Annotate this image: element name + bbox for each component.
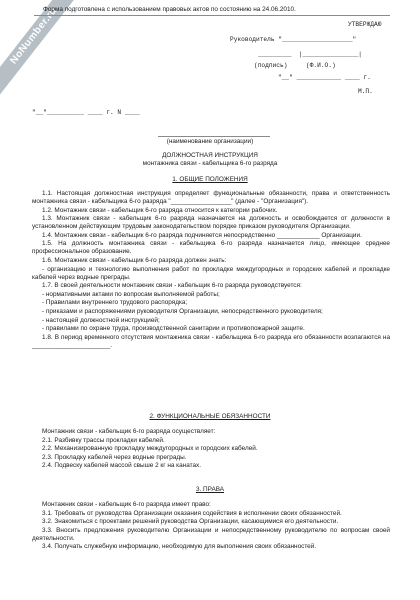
paragraph: - приказами и распоряжениями руководителя Организации, непосредственного руководителя;	[42, 307, 323, 315]
paragraph: - организацию и технологию выполнения работ по прокладке междугородных и городских кабелей и прокладке кабелей через водные преграды.	[32, 265, 390, 281]
list-item: 3.2. Знакомиться с проектами решений руководства Организации, касающимися его деятельности.	[42, 518, 339, 526]
approve-head-line: Руководитель "___________________"	[230, 36, 357, 43]
paragraph: - настоящей должностной инструкцией;	[42, 316, 160, 324]
header-note: Форма подготовлена с использованием правовых актов по состоянию на 24.06.2010.	[43, 6, 296, 13]
paragraph: - Правилами внутреннего трудового распорядка;	[42, 299, 188, 307]
paragraph: 1.2. Монтажник связи - кабельщик 6-го разряда относится к категории рабочих.	[42, 206, 278, 214]
paragraph: 1.6. Монтажник связи - кабельщик 6-го разряда должен знать:	[42, 256, 227, 264]
paragraph: 1.4. Монтажник связи - кабельщик 6-го разряда подчиняется непосредственно ____________ Организации.	[42, 231, 362, 239]
document-title: ДОЛЖНОСТНАЯ ИНСТРУКЦИЯ	[162, 152, 258, 159]
paragraph: - нормативными актами по вопросам выполняемой работы;	[42, 290, 220, 298]
paragraph: - правилами по охране труда, производственной санитарии и противопожарной защите.	[42, 325, 305, 333]
approve-signature-line: _________ |_______________|	[258, 51, 362, 58]
org-name-line	[158, 136, 270, 137]
paragraph: Монтажник связи - кабельщик 6-го разряда осуществляет:	[42, 428, 216, 435]
section-2-body	[32, 428, 390, 471]
approve-title: УТВЕРЖДАЮ	[348, 21, 382, 28]
org-name-caption: (наименование организации)	[166, 138, 254, 145]
section-3-body	[32, 501, 390, 552]
paragraph: 1.1. Настоящая должностная инструкция определяет функциональные обязанности, права и ответственность монтажника связи - кабельщика 6-го разряда "_________________" (далее - "Организация").	[32, 190, 390, 205]
list-item: 3.4. Получать служебную информацию, необходимую для выполнения своих обязанностей.	[42, 543, 317, 551]
list-item: 2.4. Подвеску кабелей массой свыше 2 кг на канатах.	[42, 462, 201, 470]
paragraph: 1.7. В своей деятельности монтажник связи - кабельщик 6-го разряда руководствуется:	[42, 282, 302, 290]
list-item: 3.3. Вносить предложения руководителю Организации и непосредственному руководителю по вопросам своей деятельности.	[32, 526, 390, 542]
approve-stamp-mark: М.П.	[358, 88, 373, 95]
approve-signature-labels: (подпись) (Ф.И.О.)	[254, 62, 336, 69]
list-item: 3.1. Требовать от руководства Организации оказания содействия в исполнении своих обязанностей.	[42, 509, 342, 517]
list-item: 2.2. Механизированную прокладку междугородных и городских кабелей.	[42, 445, 258, 453]
list-item: 2.3. Прокладку кабелей через водные преграды.	[42, 453, 187, 461]
watermark-ribbon: NoNumber.ru	[0, 0, 83, 95]
section-2-title: 2. ФУНКЦИОНАЛЬНЫЕ ОБЯЗАННОСТИ	[149, 413, 271, 420]
section-3-title: 3. ПРАВА	[195, 486, 225, 493]
section-1-title: 1. ОБЩИЕ ПОЛОЖЕНИЯ	[172, 176, 248, 183]
approve-date-line: "__" ____________ ____ г.	[278, 74, 371, 81]
document-subtitle: монтажника связи - кабельщика 6-го разряда	[142, 160, 278, 167]
section-1-body	[32, 190, 390, 350]
paragraph: 1.3. Монтажник связи - кабельщик 6-го разряда назначается на должность и освобождается от должности в установленном действующим трудовым законодательством порядке приказом руководителя Организации.	[32, 215, 390, 231]
paragraph: 1.8. В период временного отсутствия монтажника связи - кабельщика 6-го разряда его обязанности возлагаются на ______________________.	[32, 333, 390, 349]
document-number-line: "__"__________ ____ г. N ____	[32, 109, 140, 116]
header-divider	[34, 15, 390, 16]
paragraph: Монтажник связи - кабельщик 6-го разряда имеет право:	[42, 501, 211, 508]
list-item: 2.1. Разбивку трассы прокладки кабелей.	[42, 436, 165, 444]
paragraph: 1.5. На должность монтажника связи - кабельщика 6-го разряда назначается лицо, имеющее среднее профессиональное образование.	[32, 240, 390, 256]
